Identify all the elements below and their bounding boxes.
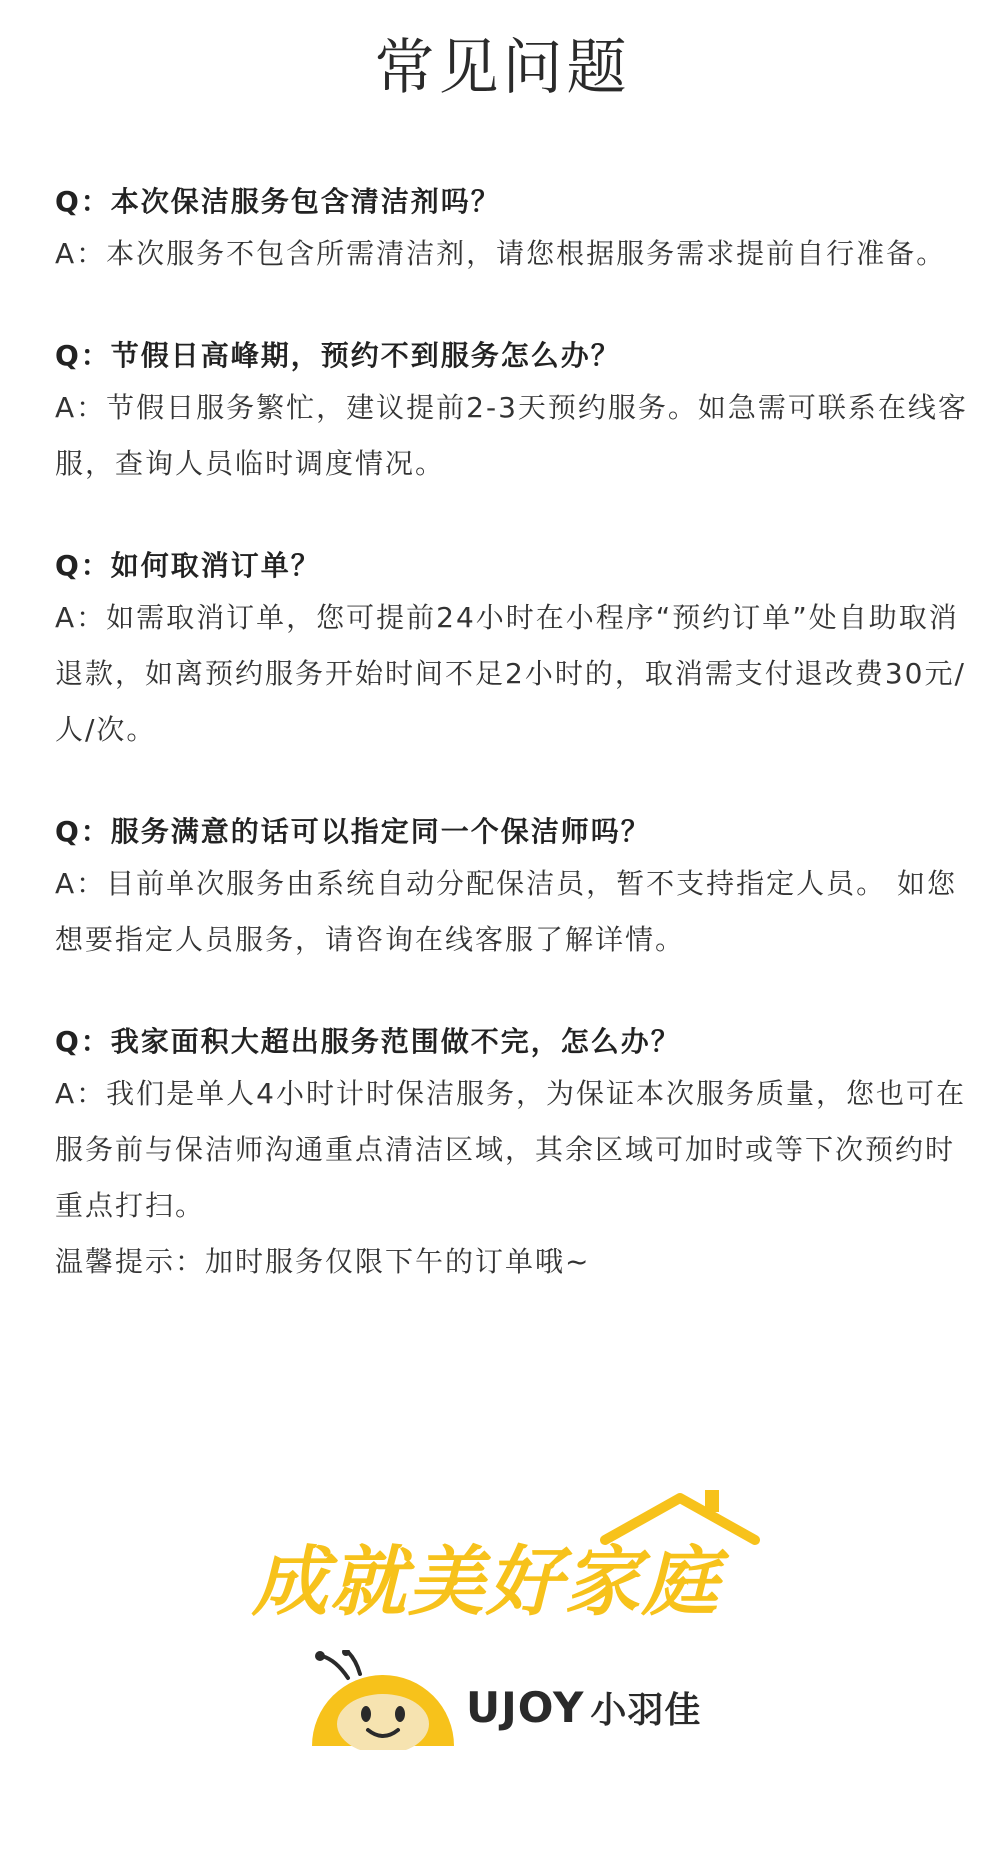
faq-list bbox=[55, 180, 975, 1342]
faq-answer: A：节假日服务繁忙，建议提前2-3天预约服务。如急需可联系在线客服，查询人员临时调度情况。 bbox=[55, 391, 968, 480]
faq-item bbox=[55, 334, 975, 492]
house-roof-icon bbox=[605, 1498, 755, 1540]
faq-tip: 温馨提示：加时服务仅限下午的订单哦~ bbox=[55, 1245, 591, 1278]
slogan-logo bbox=[250, 1490, 770, 1630]
brand-logo bbox=[308, 1650, 728, 1750]
faq-item bbox=[55, 544, 975, 758]
bee-mascot-icon bbox=[308, 1650, 458, 1750]
page-title: 常见问题 bbox=[374, 33, 631, 103]
faq-question: Q：服务满意的话可以指定同一个保洁师吗？ bbox=[55, 815, 651, 848]
faq-answer: A：目前单次服务由系统自动分配保洁员，暂不支持指定人员。 如您想要指定人员服务，请咨询在线客服了解详情。 bbox=[55, 867, 958, 956]
faq-answer: A：本次服务不包含所需清洁剂，请您根据服务需求提前自行准备。 bbox=[55, 237, 947, 270]
chimney-icon bbox=[705, 1490, 719, 1512]
faq-question: Q：我家面积大超出服务范围做不完，怎么办？ bbox=[55, 1025, 681, 1058]
faq-question: Q：本次保洁服务包含清洁剂吗？ bbox=[55, 185, 501, 218]
faq-question: Q：节假日高峰期，预约不到服务怎么办？ bbox=[55, 339, 621, 372]
faq-question: Q：如何取消订单？ bbox=[55, 549, 321, 582]
brand-name-cn: 小羽佳 bbox=[590, 1690, 702, 1731]
faq-answer: A：我们是单人4小时计时保洁服务，为保证本次服务质量，您也可在服务前与保洁师沟通重点清洁区域，其余区域可加时或等下次预约时重点打扫。 bbox=[55, 1077, 966, 1222]
faq-answer: A：如需取消订单，您可提前24小时在小程序“预约订单”处自助取消退款，如离预约服务开始时间不足2小时的，取消需支付退改费30元/人/次。 bbox=[55, 601, 966, 746]
brand-name bbox=[466, 1682, 701, 1733]
faq-item bbox=[55, 180, 975, 282]
slogan-text: 成就美好家庭 bbox=[252, 1537, 720, 1626]
faq-item bbox=[55, 810, 975, 968]
brand-name-en: UJOY bbox=[466, 1683, 585, 1732]
brand-footer bbox=[0, 1490, 1005, 1750]
faq-item bbox=[55, 1020, 975, 1290]
